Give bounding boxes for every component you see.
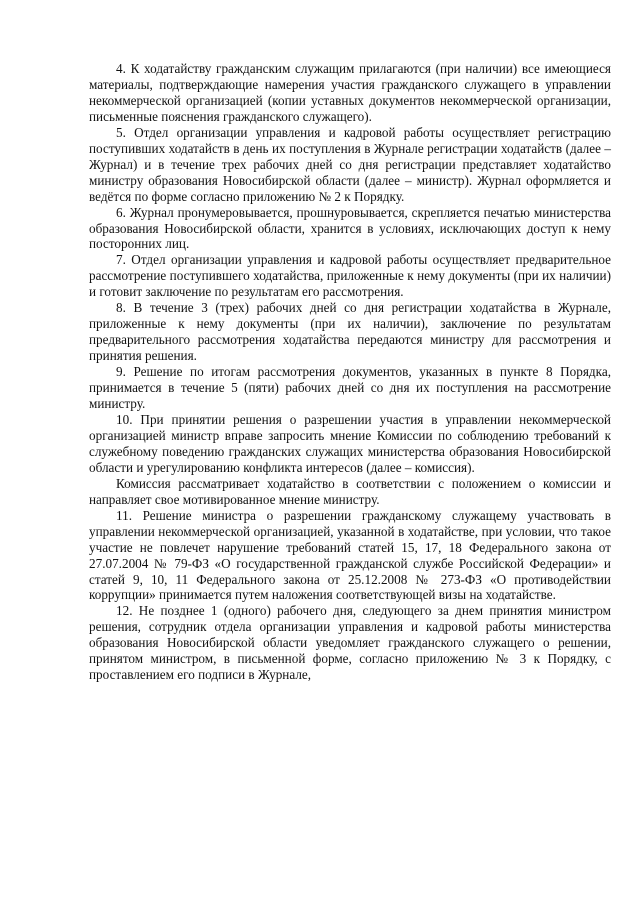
paragraph-item-5: 5. Отдел организации управления и кадровой работы осуществляет регистрацию поступивших ходатайств в день их поступления в Журнале регистрации ходатайств (далее – Журнал) и в течение трех рабочих дней со дня регистрации представляет ходатайство министру образования Новосибирской области (далее – министр). Журнал оформляется и ведётся по форме согласно приложению № 2 к Порядку. [89, 124, 611, 204]
paragraph-item-9: 9. Решение по итогам рассмотрения документов, указанных в пункте 8 Порядка, принимается в течение 5 (пяти) рабочих дней со дня их поступления на рассмотрение министру. [89, 364, 611, 412]
paragraph-item-12: 12. Не позднее 1 (одного) рабочего дня, следующего за днем принятия министром решения, сотрудник отдела организации управления и кадровой работы министерства образования Новосибирской области уведомляет гражданского служащего о решении, принятом министром, в письменной форме, согласно приложению № 3 к Порядку, с проставлением его подписи в Журнале, [89, 603, 611, 683]
paragraph-item-6: 6. Журнал пронумеровывается, прошнуровывается, скрепляется печатью министерства образования Новосибирской области, хранится в условиях, исключающих доступ к нему посторонних лиц. [89, 204, 611, 252]
paragraph-item-10: 10. При принятии решения о разрешении участия в управлении некоммерческой организацией министр вправе запросить мнение Комиссии по соблюдению требований к служебному поведению гражданских служащих министерства образования Новосибирской области и урегулированию конфликта интересов (далее – комиссия). [89, 411, 611, 475]
paragraph-item-8: 8. В течение 3 (трех) рабочих дней со дня регистрации ходатайства в Журнале, приложенные к нему документы (при их наличии), заключение по результатам предварительного рассмотрения ходатайства передаются министру для рассмотрения и принятия решения. [89, 300, 611, 364]
document-page [89, 61, 611, 683]
paragraph-item-7: 7. Отдел организации управления и кадровой работы осуществляет предварительное рассмотрение поступившего ходатайства, приложенные к нему документы (при их наличии) и готовит заключение по результатам его рассмотрения. [89, 252, 611, 300]
paragraph-item-4: 4. К ходатайству гражданским служащим прилагаются (при наличии) все имеющиеся материалы, подтверждающие намерения участия гражданского служащего в управлении некоммерческой организацией (копии уставных документов некоммерческой организации, письменные пояснения гражданского служащего). [89, 61, 611, 124]
paragraph-commission: Комиссия рассматривает ходатайство в соответствии с положением о комиссии и направляет свое мотивированное мнение министру. [89, 475, 611, 507]
paragraph-item-11: 11. Решение министра о разрешении гражданскому служащему участвовать в управлении некоммерческой организацией, указанной в ходатайстве, при условии, что такое участие не повлечет нарушение требований статей 15, 17, 18 Федерального закона от 27.07.2004 № 79-ФЗ «О государственной гражданской службе Российской Федерации» и статей 9, 10, 11 Федерального закона от 25.12.2008 № 273-ФЗ «О противодействии коррупции» принимается путем наложения соответствующей визы на ходатайстве. [89, 507, 611, 603]
